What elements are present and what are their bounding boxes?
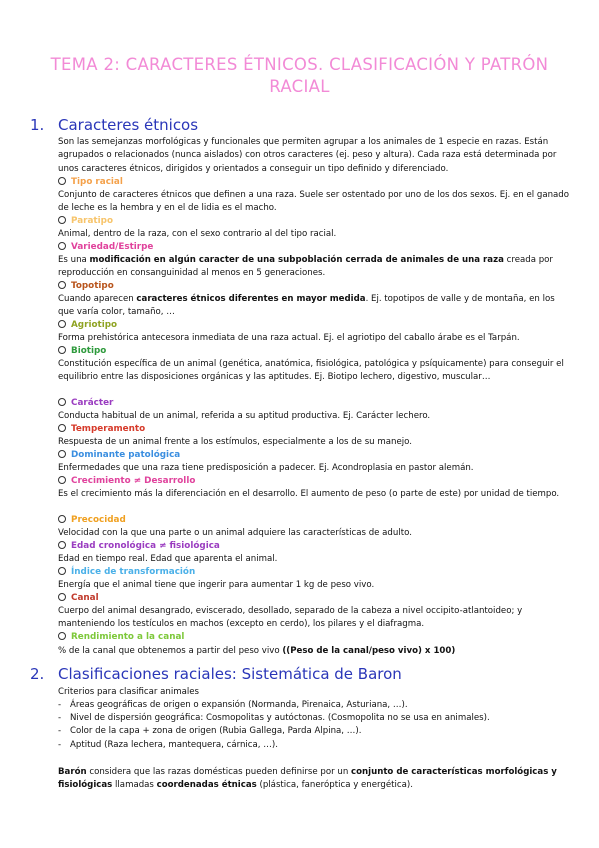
term-heading: [58, 176, 123, 189]
term-label: Crecimiento ≠ Desarrollo: [71, 476, 196, 486]
term-label: Índice de transformación: [71, 567, 196, 577]
section-number: 2.: [30, 665, 45, 683]
bold-run: conjunto de características morfológicas y fisiológicas: [58, 767, 557, 791]
intro-paragraph: Son las semejanzas morfológicas y funcionales que permiten agrupar a los animales de 1 especie en razas. Están agrupados o relacionados (nunca aislados) con otros caracteres (ej. peso y altura). Cada raza está determinada por unos caracteres étnicos, dirigidos y orientados a conseguir un tipo definido y diferenciado.: [58, 137, 557, 174]
bullet-circle-icon: [58, 320, 66, 328]
term-description: [58, 645, 571, 658]
term-description: Conjunto de caracteres étnicos que definen a una raza. Suele ser ostentado por uno de los dos sexos. Ej. en el ganado de leche es la hembra y en el de lidia es el macho.: [58, 190, 570, 214]
term-description: Cuerpo del animal desangrado, eviscerado, desollado, separado de la cabeza a nivel occipito-atlantoideo; y manteniendo los testículos en machos (excepto en cerdo), los pilares y el diafragma.: [58, 606, 523, 630]
term-heading: [58, 241, 153, 254]
term-heading: [58, 449, 180, 462]
term-description: [58, 293, 571, 320]
list-item: - Color de la capa + zona de origen (Rubia Gallega, Parda Alpina, …).: [58, 725, 571, 738]
bullet-circle-icon: [58, 515, 66, 523]
term-heading: [58, 566, 195, 579]
term-description: Velocidad con la que una parte o un animal adquiere las características de adulto.: [58, 528, 412, 538]
bullet-circle-icon: [58, 177, 66, 185]
page-title: TEMA 2: CARACTERES ÉTNICOS. CLASIFICACIÓN Y PATRÓN RACIAL: [50, 55, 549, 96]
bold-run: coordenadas étnicas: [156, 780, 257, 791]
term-heading: [58, 475, 195, 488]
bullet-circle-icon: [58, 398, 66, 406]
term-description: [58, 254, 571, 281]
criteria-list: [58, 699, 571, 752]
term-heading: [58, 345, 106, 358]
bullet-circle-icon: [58, 281, 66, 289]
section-1-heading: [30, 116, 199, 134]
term-label: Topotipo: [71, 281, 114, 291]
term-description: Es el crecimiento más la diferenciación en el desarrollo. El aumento de peso (o parte de este) por unidad de tiempo.: [58, 489, 560, 499]
bullet-circle-icon: [58, 632, 66, 640]
section-title: Caracteres étnicos: [58, 116, 199, 134]
term-label: Temperamento: [71, 424, 146, 434]
term-label: Biotipo: [71, 346, 107, 356]
term-description: Forma prehistórica antecesora inmediata de una raza actual. Ej. el agriotipo del caballo árabe es el Tarpán.: [58, 333, 520, 343]
term-description: Conducta habitual de un animal, referida a su aptitud productiva. Ej. Carácter lechero.: [58, 411, 431, 421]
term-description: Constitución específica de un animal (genética, anatómica, fisiológica, patológica y psíquicamente) para conseguir el equilibrio entre las disposiciones orgánicas y las aptitudes. Ej. Biotipo lechero, digestivo, muscular…: [58, 359, 564, 383]
section-title: Clasificaciones raciales: Sistemática de Baron: [58, 665, 402, 683]
term-label: Paratipo: [71, 216, 113, 226]
term-heading: [58, 397, 113, 410]
term-label: Precocidad: [71, 515, 126, 525]
bullet-circle-icon: [58, 476, 66, 484]
term-label: Tipo racial: [71, 177, 123, 187]
text-run: considera que las razas domésticas pueden definirse por un: [86, 767, 352, 777]
text-run: % de la canal que obtenemos a partir del peso vivo: [58, 646, 283, 656]
term-description: Respuesta de un animal frente a los estímulos, especialmente a los de su manejo.: [58, 437, 412, 447]
term-heading: [58, 215, 113, 228]
bold-run: modificación en algún caracter de una subpoblación cerrada de animales de una raza: [89, 255, 504, 265]
bullet-circle-icon: [58, 216, 66, 224]
bullet-circle-icon: [58, 424, 66, 432]
term-label: Dominante patológica: [71, 450, 181, 460]
term-description: Enfermedades que una raza tiene predisposición a padecer. Ej. Acondroplasia en pastor alemán.: [58, 463, 474, 473]
text-run: (plástica, faneróptica y energética).: [256, 780, 413, 791]
term-description: Animal, dentro de la raza, con el sexo contrario al del tipo racial.: [58, 229, 337, 239]
bold-run: ((Peso de la canal/peso vivo) x 100): [282, 646, 456, 656]
bullet-circle-icon: [58, 541, 66, 549]
term-heading: [58, 280, 114, 293]
term-heading: [58, 631, 184, 644]
term-heading: [58, 423, 145, 436]
bold-run: Barón: [58, 767, 87, 777]
text-run: Es una: [58, 255, 90, 265]
section-number: 1.: [30, 116, 45, 134]
bold-run: caracteres étnicos diferentes en mayor medida: [136, 294, 366, 304]
bullet-circle-icon: [58, 567, 66, 575]
term-label: Agriotipo: [71, 320, 118, 330]
baron-paragraph: [58, 766, 571, 793]
text-run: llamadas: [112, 780, 157, 791]
criteria-title: Criterios para clasificar animales: [58, 687, 200, 697]
term-label: Variedad/Estirpe: [71, 242, 154, 252]
bullet-circle-icon: [58, 242, 66, 250]
term-description: Edad en tiempo real. Edad que aparenta el animal.: [58, 554, 278, 564]
text-run: creada por reproducción en consanguinidad al menos en 5 generaciones.: [58, 255, 553, 279]
list-item: - Áreas geográficas de origen o expansión (Normanda, Pirenaica, Asturiana, …).: [58, 699, 571, 712]
term-description: Energía que el animal tiene que ingerir para aumentar 1 kg de peso vivo.: [58, 580, 375, 590]
section-2-heading: [30, 665, 402, 683]
term-heading: [58, 514, 126, 527]
list-item: - Aptitud (Raza lechera, mantequera, cárnica, …).: [58, 739, 571, 752]
list-item: - Nivel de dispersión geográfica: Cosmopolitas y autóctonas. (Cosmopolita no se usa en animales).: [58, 712, 571, 725]
term-heading: [58, 319, 117, 332]
bullet-circle-icon: [58, 346, 66, 354]
text-run: Cuando aparecen: [58, 294, 137, 304]
term-label: Edad cronológica ≠ fisiológica: [71, 541, 220, 551]
term-heading: [58, 540, 220, 553]
term-label: Carácter: [71, 398, 114, 408]
term-label: Canal: [71, 593, 99, 603]
term-heading: [58, 592, 99, 605]
term-label: Rendimiento a la canal: [71, 632, 185, 642]
bullet-circle-icon: [58, 593, 66, 601]
bullet-circle-icon: [58, 450, 66, 458]
text-run: . Ej. topotipos de valle y de montaña, en los que varía color, tamaño, …: [58, 294, 555, 318]
